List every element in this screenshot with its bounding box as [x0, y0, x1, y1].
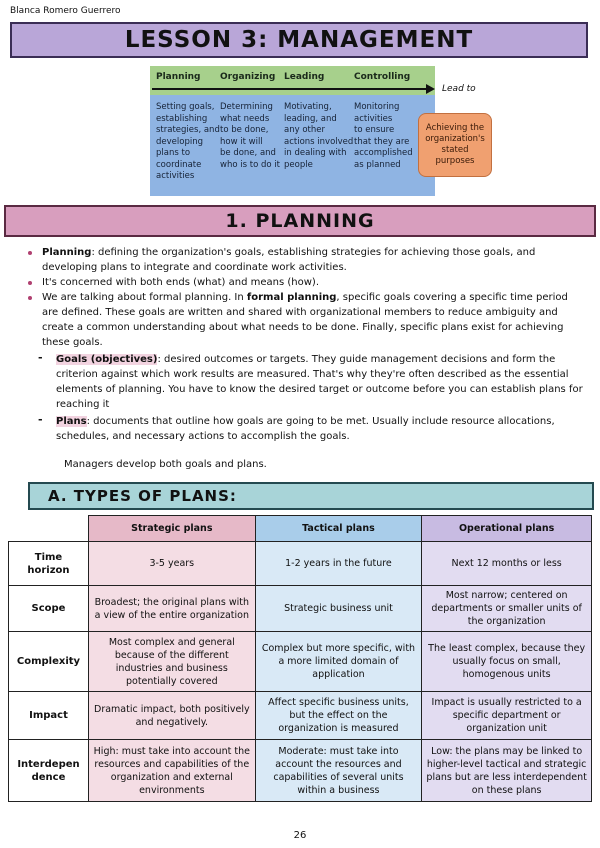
diagram-header-planning: Planning: [156, 72, 201, 82]
cell-tactical: Affect specific business units, but the effect on the organization is measured: [255, 692, 422, 740]
planning-bullet-1: [42, 245, 570, 275]
cell-strategic: Broadest; the original plans with a view of the entire organization: [88, 586, 255, 632]
header-strategic: Strategic plans: [88, 516, 255, 542]
diagram-lead-to: Lead to: [442, 84, 476, 94]
diagram-arrow-line: [152, 88, 429, 90]
cell-operational: Low: the plans may be linked to higher-level tactical and strategic plans but are less interdependent on these plans: [422, 740, 592, 802]
bullet-dot: [28, 296, 32, 300]
diagram-col-organizing: Determining what needs to be done, how it will be done, and who is to do it: [220, 102, 280, 170]
section-planning-title: 1. PLANNING: [4, 205, 596, 237]
bullet-dot: [28, 281, 32, 285]
diagram-header-leading: Leading: [284, 72, 325, 82]
cell-operational: Next 12 months or less: [422, 542, 592, 586]
page-number: 26: [293, 830, 307, 841]
row-label-complexity: Complexity: [9, 632, 89, 692]
diagram-header-controlling: Controlling: [354, 72, 411, 82]
row-label-scope: Scope: [9, 586, 89, 632]
planning-bullet-3: [42, 290, 570, 350]
cell-strategic: Dramatic impact, both positively and negatively.: [88, 692, 255, 740]
header-tactical: Tactical plans: [255, 516, 422, 542]
management-functions-diagram: [150, 66, 495, 196]
managers-note: Managers develop both goals and plans.: [64, 459, 267, 470]
row-label-time-horizon: Time horizon: [9, 542, 89, 586]
table-row: [9, 586, 592, 632]
dash-marker: -: [38, 351, 43, 364]
cell-operational: Impact is usually restricted to a specific department or organization unit: [422, 692, 592, 740]
table-row: [9, 692, 592, 740]
cell-tactical: Complex but more specific, with a more limited domain of application: [255, 632, 422, 692]
table-header-row: [9, 516, 592, 542]
plans-subbullet: [56, 414, 586, 444]
author-name: Blanca Romero Guerrero: [10, 6, 121, 16]
formal-planning-text: , specific goals covering a specific time period are defined. These goals are written and shared with organizational members to reduce ambiguity and create a common understanding about what needs to be done. Finally, specific plans exist for achieving these goals.: [42, 292, 568, 348]
section-types-of-plans-title: A. TYPES OF PLANS:: [28, 482, 594, 510]
formal-planning-intro: We are talking about formal planning. In: [42, 292, 247, 303]
diagram-goal-box: Achieving the organization's stated purposes: [418, 113, 492, 177]
table-corner: [9, 516, 89, 542]
header-operational: Operational plans: [422, 516, 592, 542]
table-row: [9, 632, 592, 692]
term-formal-planning: formal planning: [246, 292, 337, 303]
term-goals: Goals (objectives): [56, 354, 158, 365]
cell-tactical: Moderate: must take into account the resources and capabilities of several units within a business: [255, 740, 422, 802]
table-row: [9, 740, 592, 802]
cell-tactical: 1-2 years in the future: [255, 542, 422, 586]
cell-strategic: 3-5 years: [88, 542, 255, 586]
cell-operational: Most narrow; centered on departments or smaller units of the organization: [422, 586, 592, 632]
diagram-col-planning: Setting goals, establishing strategies, and developing plans to coordinate activities: [156, 102, 220, 181]
dash-marker: -: [38, 413, 43, 426]
cell-tactical: Strategic business unit: [255, 586, 422, 632]
row-label-impact: Impact: [9, 692, 89, 740]
term-plans: Plans: [56, 416, 87, 427]
term-planning: Planning: [42, 247, 92, 258]
goals-subbullet: [56, 352, 586, 412]
types-of-plans-table: [8, 515, 592, 802]
goals-definition: : desired outcomes or targets. They guide management decisions and form the criterion against which work results are measured. That's why they're often described as the essential elements of planning. You have to know the desired target or outcome before you can establish plans for reaching it: [56, 354, 583, 410]
cell-strategic: High: must take into account the resources and capabilities of the organization and external environments: [88, 740, 255, 802]
diagram-col-leading: Motivating, leading, and any other actions involved in dealing with people: [284, 102, 354, 170]
diagram-header-organizing: Organizing: [220, 72, 276, 82]
bullet-dot: [28, 251, 32, 255]
diagram-arrowhead: [426, 84, 435, 94]
planning-definition: : defining the organization's goals, establishing strategies for achieving those goals, and developing plans to integrate and coordinate work activities.: [42, 247, 536, 273]
diagram-col-controlling: Monitoring activities to ensure that they are accomplished as planned: [354, 102, 413, 170]
cell-strategic: Most complex and general because of the different industries and business potentially covered: [88, 632, 255, 692]
row-label-interdependence: Interdepen dence: [9, 740, 89, 802]
plans-definition: : documents that outline how goals are going to be met. Usually include resource allocations, schedules, and necessary actions to accomplish the goals.: [56, 416, 555, 442]
lesson-title: LESSON 3: MANAGEMENT: [10, 22, 588, 58]
cell-operational: The least complex, because they usually focus on small, homogenous units: [422, 632, 592, 692]
table-row: [9, 542, 592, 586]
planning-bullet-2: It's concerned with both ends (what) and means (how).: [42, 277, 319, 288]
